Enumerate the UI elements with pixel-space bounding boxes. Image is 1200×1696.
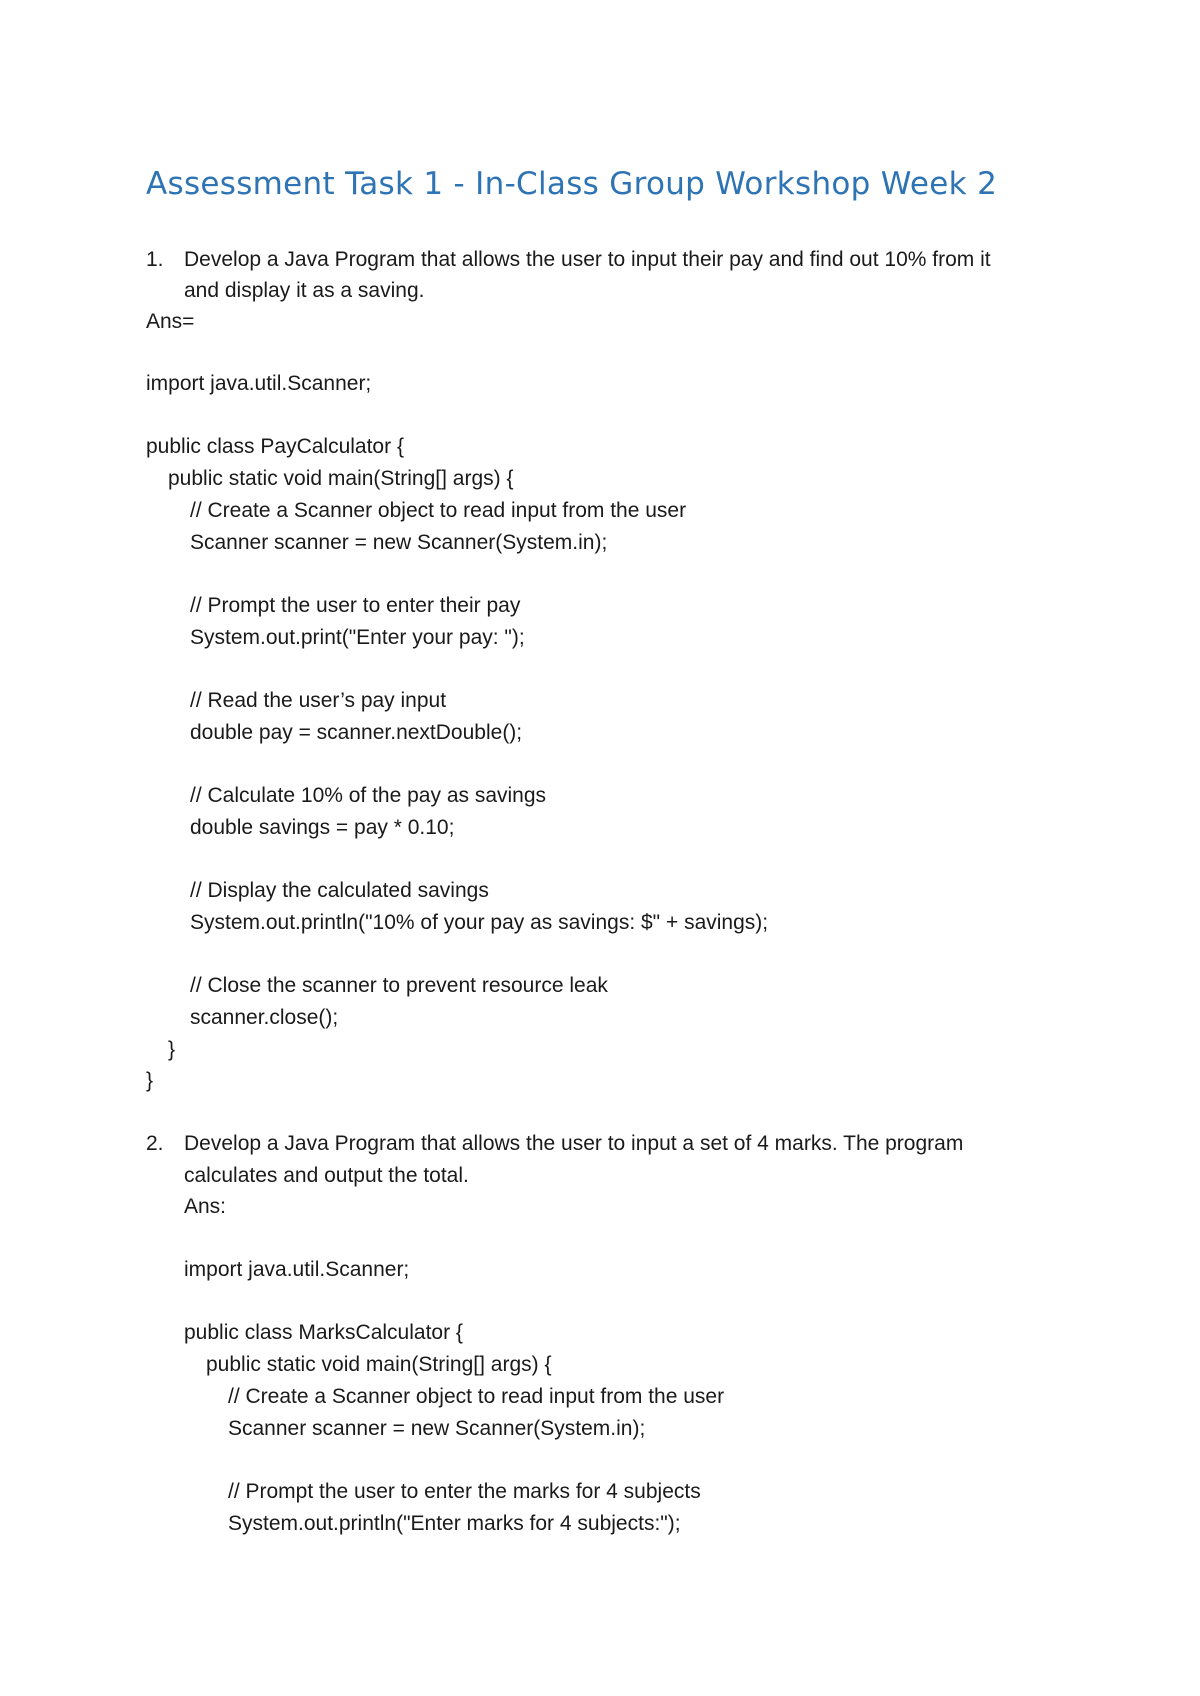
code-line: import java.util.Scanner; xyxy=(146,372,372,395)
question-2-number: 2. xyxy=(146,1132,164,1155)
code-line: public class MarksCalculator { xyxy=(184,1321,463,1345)
code-line: public static void main(String[] args) { xyxy=(206,1353,552,1377)
question-1-number: 1. xyxy=(146,248,164,271)
code-line: // Read the user’s pay input xyxy=(190,689,447,712)
question-2-text-line-2: calculates and output the total. xyxy=(184,1164,469,1187)
question-1-text-line-1: Develop a Java Program that allows the user to input their pay and find out 10% from it xyxy=(184,248,991,271)
document-title: Assessment Task 1 - In-Class Group Workshop Week 2 xyxy=(146,166,998,202)
code-line: } xyxy=(146,1069,154,1093)
code-line: Scanner scanner = new Scanner(System.in); xyxy=(190,530,608,554)
code-line: // Display the calculated savings xyxy=(190,879,489,903)
code-line: import java.util.Scanner; xyxy=(184,1258,410,1281)
code-line: // Close the scanner to prevent resource leak xyxy=(190,974,608,998)
code-line: System.out.println("Enter marks for 4 subjects:"); xyxy=(228,1511,681,1535)
code-line: System.out.print("Enter your pay: "); xyxy=(190,625,525,649)
code-line: scanner.close(); xyxy=(190,1006,339,1029)
code-line: Scanner scanner = new Scanner(System.in); xyxy=(228,1416,646,1440)
code-line: System.out.println("10% of your pay as savings: $" + savings); xyxy=(190,910,769,934)
question-2-answer-label: Ans: xyxy=(184,1195,227,1218)
question-1-answer-label: Ans= xyxy=(146,310,195,333)
code-line: // Create a Scanner object to read input from the user xyxy=(228,1384,725,1408)
code-line: // Create a Scanner object to read input from the user xyxy=(190,498,687,522)
code-line: public static void main(String[] args) { xyxy=(168,467,514,491)
question-2-text-line-1: Develop a Java Program that allows the user to input a set of 4 marks. The program xyxy=(184,1132,964,1155)
code-line: // Prompt the user to enter the marks for 4 subjects xyxy=(228,1479,701,1503)
question-1-text-line-2: and display it as a saving. xyxy=(184,279,425,302)
code-line: public class PayCalculator { xyxy=(146,435,404,459)
code-line: double pay = scanner.nextDouble(); xyxy=(190,720,523,744)
code-line: double savings = pay * 0.10; xyxy=(190,815,455,839)
code-line: } xyxy=(168,1037,176,1061)
code-line: // Prompt the user to enter their pay xyxy=(190,593,521,617)
code-line: // Calculate 10% of the pay as savings xyxy=(190,784,547,808)
